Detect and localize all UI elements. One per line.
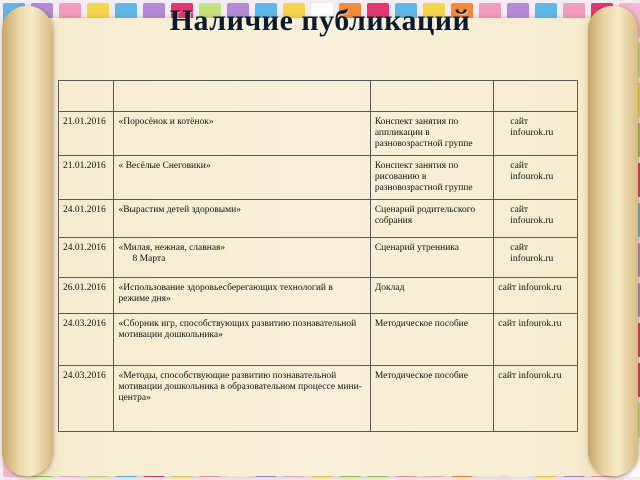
title-subtext: 8 Марта: [132, 254, 166, 264]
title-cell: [114, 200, 370, 238]
header-cell: [370, 81, 493, 112]
table-row: [59, 278, 578, 314]
publications-table: [58, 80, 578, 432]
table-row: [59, 238, 578, 278]
title-text: «Вырастим детей здоровыми»: [118, 205, 241, 215]
table-row: [59, 112, 578, 156]
site-cell: сайт infourok.ru: [494, 278, 578, 314]
type-cell: Методическое пособие: [370, 366, 493, 432]
title-text: «Поросёнок и котёнок»: [118, 117, 214, 127]
title-cell: [114, 314, 370, 366]
type-cell: Сценарий утренника: [370, 238, 493, 278]
title-text: «Методы, способствующие развитию познавательной мотивации дошкольника в образовательном процессе мини-центра»: [118, 371, 362, 403]
site-cell: сайт infourok.ru: [494, 314, 578, 366]
type-cell: Доклад: [370, 278, 493, 314]
header-cell: [114, 81, 370, 112]
date-cell: 26.01.2016: [59, 278, 114, 314]
date-cell: 24.01.2016: [59, 238, 114, 278]
header-cell: [59, 81, 114, 112]
header-cell: [494, 81, 578, 112]
title-cell: [114, 112, 370, 156]
type-cell: Конспект занятия по рисованию в разновозрастной группе: [370, 156, 493, 200]
table-row: [59, 366, 578, 432]
title-cell: [114, 278, 370, 314]
site-cell: сайт infourok.ru: [494, 200, 578, 238]
page-title: Наличие публикаций: [169, 4, 471, 37]
date-cell: 21.01.2016: [59, 156, 114, 200]
table-row: [59, 156, 578, 200]
site-cell: сайт infourok.ru: [494, 366, 578, 432]
site-cell: сайт infourok.ru: [494, 238, 578, 278]
table-row: [59, 314, 578, 366]
table-row: [59, 200, 578, 238]
site-cell: сайт infourok.ru: [494, 112, 578, 156]
site-cell: сайт infourok.ru: [494, 156, 578, 200]
title-cell: [114, 366, 370, 432]
date-cell: 24.01.2016: [59, 200, 114, 238]
title-text: « Весёлые Снеговики»: [118, 161, 211, 171]
title-cell: [114, 238, 370, 278]
date-cell: 21.01.2016: [59, 112, 114, 156]
date-cell: 24.03.2016: [59, 366, 114, 432]
title-cell: [114, 156, 370, 200]
type-cell: Методическое пособие: [370, 314, 493, 366]
title-text: «Использование здоровьесберегающих технологий в режиме дня»: [118, 283, 333, 304]
title-text: «Сборник игр, способствующих развитию познавательной мотивации дошкольника»: [118, 319, 357, 340]
title-text: «Милая, нежная, славная»: [118, 243, 226, 253]
type-cell: Сценарий родительского собрания: [370, 200, 493, 238]
type-cell: Конспект занятия по аппликации в разновозрастной группе: [370, 112, 493, 156]
scroll-roll-right: [588, 6, 638, 476]
date-cell: 24.03.2016: [59, 314, 114, 366]
table-header-row: [59, 81, 578, 112]
scroll-roll-left: [2, 6, 52, 476]
